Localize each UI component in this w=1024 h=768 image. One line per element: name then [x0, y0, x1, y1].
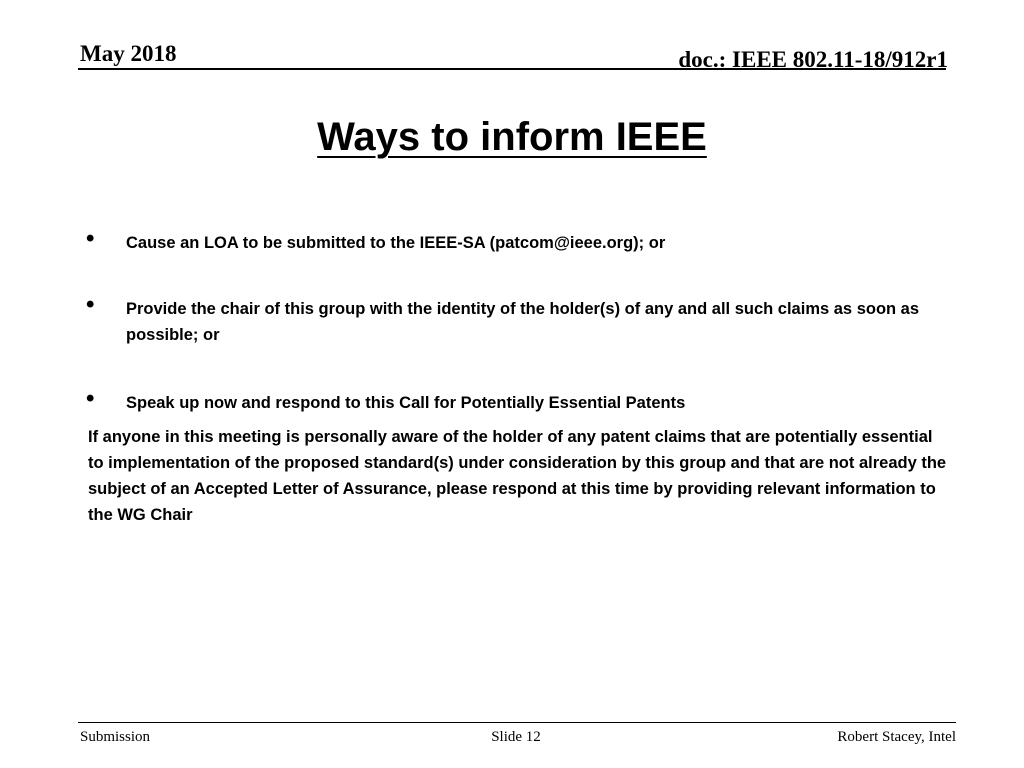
- slide-title: Ways to inform IEEE: [317, 115, 707, 159]
- slide-title-container: [0, 112, 1024, 162]
- bullet-dot-icon: •: [86, 225, 95, 252]
- bullet-text-1: Cause an LOA to be submitted to the IEEE-SA (patcom@ieee.org); or: [126, 234, 666, 252]
- bullet-dot-icon: •: [86, 291, 95, 318]
- header-date: May 2018: [80, 41, 177, 66]
- footer-submission: Submission: [80, 729, 151, 745]
- bullet-dot-icon: •: [86, 385, 95, 412]
- footer-slide-number: Slide 12: [491, 729, 541, 745]
- footer-divider: [78, 722, 956, 723]
- bullet-text-3: Speak up now and respond to this Call for Potentially Essential Patents: [126, 394, 686, 412]
- bullet-text-2: Provide the chair of this group with the identity of the holder(s) of any and all such claims as soon as possible; or: [126, 300, 920, 344]
- header-divider: [78, 68, 946, 70]
- footer-author: Robert Stacey, Intel: [837, 729, 956, 745]
- header-doc-id: doc.: IEEE 802.11-18/912r1: [678, 47, 948, 72]
- call-for-patents-paragraph: If anyone in this meeting is personally aware of the holder of any patent claims that are potentially essential to implementation of the proposed standard(s) under consideration by this group and that are not already the subject of an Accepted Letter of Assurance, please respond at this time by providing relevant information to the WG Chair: [88, 428, 947, 524]
